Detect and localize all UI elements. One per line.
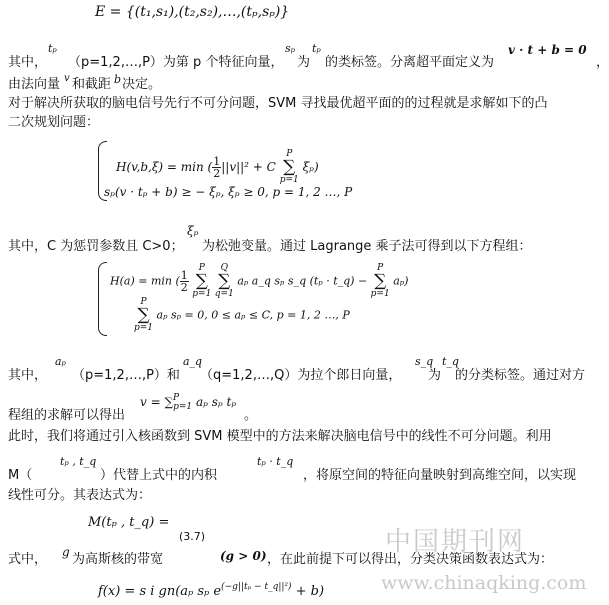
watermark-url: www.chinaqking.com xyxy=(381,572,587,594)
text-line: ）代替上式中的内积 xyxy=(100,468,218,483)
text-line: 其中， xyxy=(8,368,48,383)
text-line: 为 xyxy=(297,55,311,70)
formula-decision: f(x) = s i gn(aₚ sₚ $e^{(-g||t_p - t\_q||^2)} + b$) xyxy=(98,582,325,599)
formula-aq: a_q xyxy=(183,355,203,368)
text-line: 。 xyxy=(244,408,258,423)
formula-ap: aₚ xyxy=(55,355,66,368)
formula-v-solution: v = ∑$^P_{p=1}$ aₚ sₚ tₚ xyxy=(140,393,237,412)
text-line: （p=1,2,…,P）和 xyxy=(72,368,180,383)
formula-b: b xyxy=(114,73,122,86)
text-line: 式中， xyxy=(8,552,48,567)
text-line: 此时，我们将通过引入核函数到 SVM 模型中的方法来解决脑电信号中的线性不可分问题。利用 xyxy=(8,429,552,444)
text-line: 为松弛变量。通过 Lagrange 乘子法可得到以下方程组： xyxy=(202,239,532,254)
formula-tq: t_q xyxy=(442,355,459,368)
formula-sq: s_q xyxy=(415,355,434,368)
equation-number: (3.7) xyxy=(179,530,206,543)
formula-tp: tₚ xyxy=(48,42,57,55)
formula-objective: H(v,b,ξ) = min ( $\frac{1}{2}$ ||v||² + C P ∑ p=1 ξₚ) xyxy=(116,149,319,185)
text-line: 程组的求解可以得出 xyxy=(8,408,126,423)
text-line: （q=1,2,…,Q）为拉个郎日向量， xyxy=(200,368,402,383)
text-line: 其中， xyxy=(8,55,48,70)
watermark-chinese: 中国期刊网 xyxy=(385,527,526,557)
text-line: 的分类标签。通过对方 xyxy=(455,368,586,383)
text-line: 的类标签。分离超平面定义为 xyxy=(325,55,495,70)
text-line: 为 xyxy=(428,368,442,383)
text-line: 为高斯核的带宽 xyxy=(72,552,164,567)
formula-hyperplane: v · t + b = 0 xyxy=(508,43,587,57)
text-line: （p=1,2,…,P）为第 p 个特征向量， xyxy=(68,55,284,70)
formula-g: g xyxy=(62,545,70,559)
formula-sp: sₚ xyxy=(285,42,296,55)
formula-g-condition: (g > 0) xyxy=(220,549,267,563)
text-line: 由法向量 xyxy=(8,77,61,92)
text-line: 线性可分。其表达式为： xyxy=(8,488,152,503)
text-line: 二次规划问题： xyxy=(8,115,100,130)
text-line: 决定。 xyxy=(122,77,162,92)
formula-kernel: M(tₚ , t_q) = xyxy=(88,515,170,530)
formula-set-e: E = {(t₁,s₁),(t₂,s₂),…,(tₚ,sₚ)} xyxy=(95,4,290,20)
text-line: 和截距 xyxy=(72,77,112,92)
equation-brace xyxy=(98,262,107,336)
text-line: 对于解决所获取的脑电信号先行不可分问题，SVM 寻找最优超平面的的过程就是求解如下的凸 xyxy=(8,96,548,111)
text-line: ， xyxy=(596,55,609,70)
formula-tp: tₚ xyxy=(312,42,321,55)
formula-dual-constraint: P ∑ p=1 aₚ sₚ = 0, 0 ≤ aₚ ≤ C, p = 1, 2 …, P xyxy=(134,297,350,333)
text-line: M（ xyxy=(8,468,33,483)
text-line: ，在此前提下可以得出，分类决策函数表达式为： xyxy=(267,552,554,567)
formula-xi-p: ξₚ xyxy=(187,224,199,238)
formula-kernel-dot: tₚ · t_q xyxy=(257,455,294,468)
formula-kernel-args: tₚ , t_q xyxy=(60,455,97,468)
formula-dual-objective: H(a) = min ( $\frac{1}{2}$ P ∑ p=1 Q ∑ q=1 aₚ a_q sₚ s_q (tₚ · t_q) − P ∑ p=1 aₚ) xyxy=(110,263,409,299)
formula-v: v xyxy=(64,73,70,84)
text-line: 其中，C 为惩罚参数且 C>0； xyxy=(8,239,184,254)
text-line: ，将原空间的特征向量映射到高维空间，以实现 xyxy=(303,468,577,483)
formula-constraint: sₚ(v · tₚ + b) ≥ − ξₚ, ξₚ ≥ 0, p = 1, 2 …, P xyxy=(104,185,353,199)
